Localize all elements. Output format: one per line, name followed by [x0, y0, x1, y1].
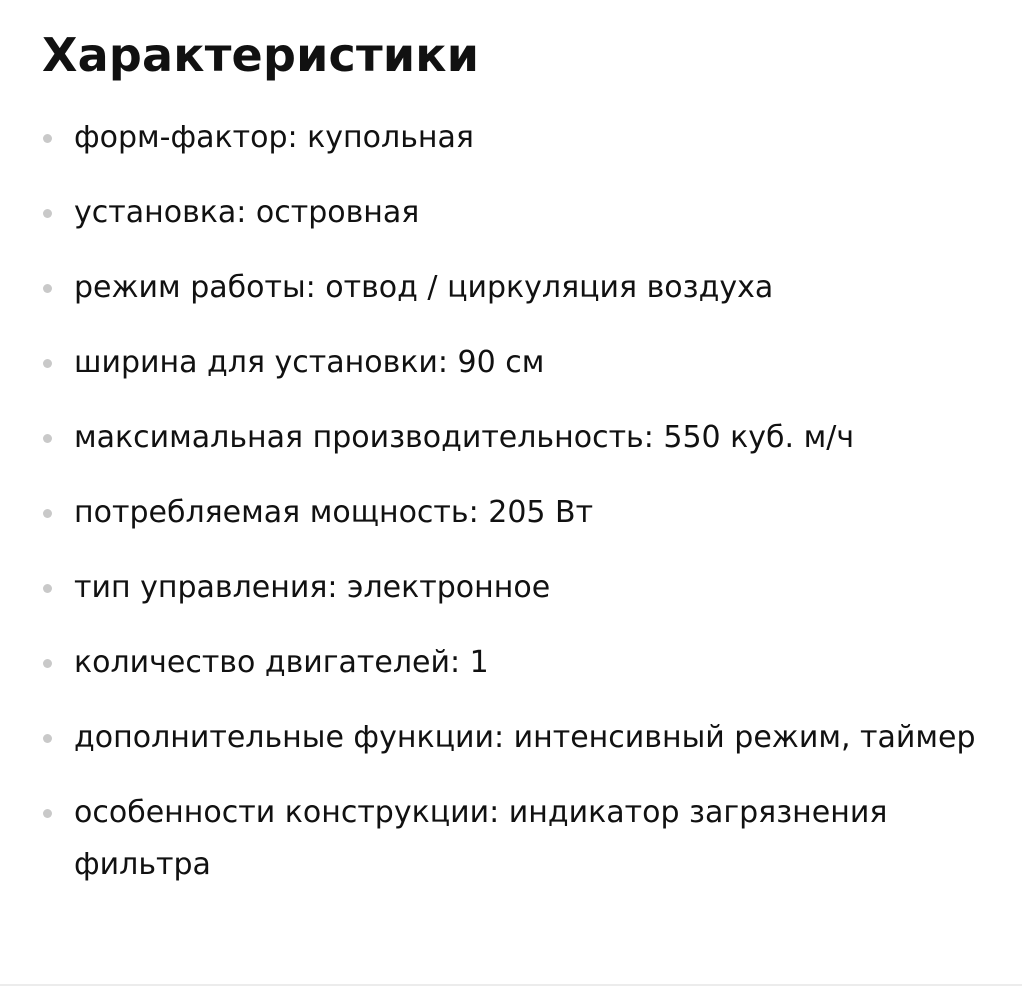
bullet-icon: [43, 209, 52, 218]
spec-item-form-factor: [42, 112, 992, 164]
bullet-icon: [43, 134, 52, 143]
spec-item-installation-width: [42, 337, 992, 389]
spec-item-power-consumption: [42, 487, 992, 539]
spec-text: установка: островная: [74, 195, 420, 230]
spec-text: форм-фактор: купольная: [74, 120, 474, 155]
spec-item-additional-functions: [42, 712, 992, 764]
spec-item-motor-count: [42, 637, 992, 689]
bullet-icon: [43, 509, 52, 518]
spec-item-operating-mode: [42, 262, 992, 314]
spec-item-control-type: [42, 562, 992, 614]
spec-text: потребляемая мощность: 205 Вт: [74, 495, 594, 530]
spec-text: количество двигателей: 1: [74, 645, 489, 680]
spec-text: особенности конструкции: индикатор загрязнения фильтра: [74, 795, 888, 882]
specifications-section: [42, 24, 992, 914]
spec-item-installation: [42, 187, 992, 239]
bullet-icon: [43, 434, 52, 443]
bullet-icon: [43, 659, 52, 668]
bullet-icon: [43, 809, 52, 818]
spec-text: максимальная производительность: 550 куб. м/ч: [74, 420, 855, 455]
spec-text: ширина для установки: 90 см: [74, 345, 545, 380]
bullet-icon: [43, 734, 52, 743]
spec-text: дополнительные функции: интенсивный режим, таймер: [74, 720, 976, 755]
spec-text: режим работы: отвод / циркуляция воздуха: [74, 270, 774, 305]
bullet-icon: [43, 284, 52, 293]
spec-text: тип управления: электронное: [74, 570, 551, 605]
specifications-list: [42, 112, 992, 891]
bullet-icon: [43, 359, 52, 368]
spec-item-max-performance: [42, 412, 992, 464]
bottom-divider: [0, 984, 1022, 986]
specifications-title: Характеристики: [42, 28, 480, 82]
bullet-icon: [43, 584, 52, 593]
spec-item-design-features: [42, 787, 992, 891]
